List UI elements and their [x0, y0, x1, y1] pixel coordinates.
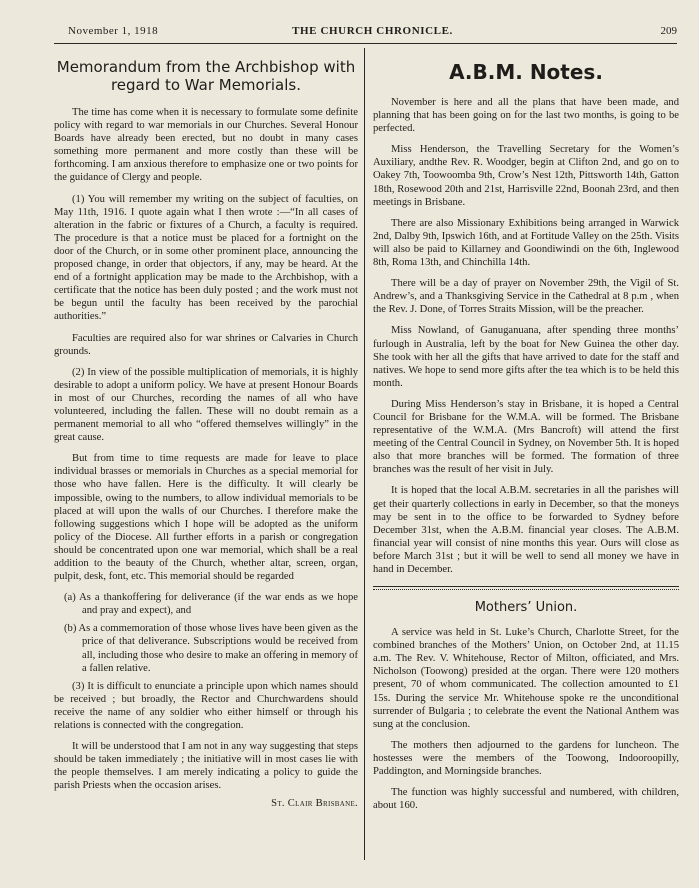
mu-paragraph: The function was highly successful and numbered, with children, about 160.: [373, 787, 679, 812]
memo-paragraph: Faculties are required also for war shrines or Calvaries in Church grounds.: [54, 332, 358, 357]
memo-paragraph: (3) It is difficult to enunciate a principle upon which names should be received ; but broadly, the Rector and Churchwardens should receive the name of any soldier who either himself or through his relations is connected with the congregation.: [54, 680, 358, 732]
header-title: THE CHURCH CHRONICLE.: [292, 25, 453, 37]
memo-paragraph: It will be understood that I am not in any way suggesting that steps should be taken immediately ; the initiative will in most cases lie with the people themselves. I am merely indicating a policy to guide the parish Priests when the occasion arises.: [54, 741, 358, 792]
section-divider-dotted: [373, 589, 679, 590]
mothers-union-title: Mothers’ Union.: [474, 600, 578, 616]
column-divider: [364, 48, 365, 860]
mu-paragraph: The mothers then adjourned to the gardens for luncheon. The hostesses were the members of the Toowong, Indooroopilly, Paddington, and Morningside branches.: [373, 739, 679, 778]
left-column: [54, 56, 358, 810]
abm-paragraph: It is hoped that the local A.B.M. secretaries in all the parishes will get their quarterly collections in early in December, so that the moneys may be sent in to the office to be forwarded to Sydney before December 31st, when the A.B.M. financial year closes. The A.B.M. financial year will consist of nine months this year. Ours will close as before March 31st ; but it will be well to send all money we have in hand in December.: [373, 485, 679, 575]
abm-paragraph: Miss Henderson, the Travelling Secretary for the Women’s Auxiliary, andthe Rev. R. Woodger, begin at Clifton 2nd, and go on to Oakey 7th, Toowoomba 9th, Crow’s Nest 12th, Pittsworth 14th, Gatton 18th, Rosewood 20th and 21st, Harrisville 22nd, Boonah 23rd, and then meetings in Brisbane.: [373, 144, 679, 208]
page-number: 209: [660, 25, 677, 37]
mu-paragraph: A service was held in St. Luke’s Church, Charlotte Street, for the combined branches of the Mothers’ Union, on October 2nd, at 11.15 a.m. The Rev. V. Whitehouse, Rector of Milton, officiated, and Mrs. Nicholson (Toowong) presided at the organ. There were 120 mothers present, 70 of whom communicated. The collection amounted to £1 15s. During the service Mr. Whitehouse spoke re the unconditional surrender of Bulgaria ; to celebrate the event the National Anthem was sung at the conclusion.: [373, 627, 679, 730]
memo-paragraph: The time has come when it is necessary to formulate some definite policy with regard to war memorials in our Churches. Several Honour Boards have already been erected, but no doubt in many cases something more permanent and more costly than these will be forthcoming. I am anxious therefore to emphasize one or two points for the guidance of Clergy and people.: [54, 107, 358, 184]
right-column: [373, 56, 679, 820]
abm-paragraph: There are also Missionary Exhibitions being arranged in Warwick 2nd, Dalby 9th, Ipswich 16th, and at Fortitude Valley on the 25th. Visits will also be paid to Killarney and Goondiwindi on the 6th, Inglewood 8th, Roma 13th, and Chinchilla 14th.: [373, 217, 679, 269]
memo-paragraph: (1) You will remember my writing on the subject of faculties, on May 11th, 1916. I quote again what I then wrote :—“In all cases of alteration in the fabric or fixtures of a Church, a faculty is required. The procedure is that a notice must be placed for a fortnight on the door of the Church, or in some other prominent place, announcing the proposed change, in order that objectors, if any, may be heard. At the end of a fortnight application may be made to the Archbishop, with a certificate that the notice has been duly posted ; and the work must not be begun until the faculty has been received by the parochial authorities.”: [54, 193, 358, 323]
section-divider: [373, 586, 679, 587]
header-rule: [54, 43, 677, 44]
running-header: [68, 23, 677, 39]
memo-paragraph: But from time to time requests are made for leave to place individual brasses or memorials in Churches as a special memorial for those who have fallen. Here is the difficulty. It will clearly be impossible, owing to the numbers, to allow individual memorials to be placed at will upon the walls of our Churches. I therefore make the following suggestions which I hope will be adopted as the uniform policy of the Diocese. All further efforts in a parish or congregation should be concentrated upon one war memorial, which shall be a real addition to the beauty of the Church, whether altar, screen, organ, pulpit, desk, font, etc. This memorial should be regarded: [54, 453, 358, 583]
header-date: November 1, 1918: [68, 25, 159, 37]
abm-paragraph: There will be a day of prayer on November 29th, the Vigil of St. Andrew’s, and a Thanksgiving Service in the Cathedral at 8 p.m , when the Rev. J. Done, of Torres Straits Mission, will be the preacher.: [373, 278, 679, 316]
memo-subpoint-a: (a) As a thankoffering for deliverance (if the war ends as we hope and pray and expect), and: [64, 592, 358, 617]
memo-subpoint-b: (b) As a commemoration of those whose lives have been given as the price of that deliverance. Subscriptions would be received from all, including those who desire to make an offering in memory of a fallen relative.: [64, 623, 358, 674]
abm-paragraph: November is here and all the plans that have been made, and planning that has been going on for the last two months, is going to be perfected.: [373, 97, 679, 135]
abm-paragraph: Miss Nowland, of Ganuganuana, after spending three months’ furlough in Australia, left by the boat for New Guinea the other day. She took with her all the gifts that have arrived to date for the staff and natives. We hope to send more gifts after the tea which is to be held this month.: [373, 325, 679, 389]
abm-paragraph: During Miss Henderson’s stay in Brisbane, it is hoped a Central Council for Brisbane for the W.M.A. will be formed. The Brisbane representative of the W.M.A. (Mrs Bancroft) will attend the first meeting of the Central Council in Sydney, on November 5th. It is hoped also that more branches will be formed. The formation of three branches was the result of her visit in July.: [373, 398, 679, 476]
abm-notes-title: A.B.M. Notes.: [449, 60, 603, 84]
memo-paragraph: (2) In view of the possible multiplication of memorials, it is highly desirable to adopt a uniform policy. We have at present Honour Boards in most of our Churches, recording the names of all who have volunteered, including the fallen. These will no doubt remain as a permanent memorial to all who “offered themselves willingly” in the great cause.: [54, 366, 358, 444]
memorandum-title: Memorandum from the Archbishop with regard to War Memorials.: [56, 58, 356, 94]
signature: St. Clair Brisbane.: [271, 797, 358, 809]
